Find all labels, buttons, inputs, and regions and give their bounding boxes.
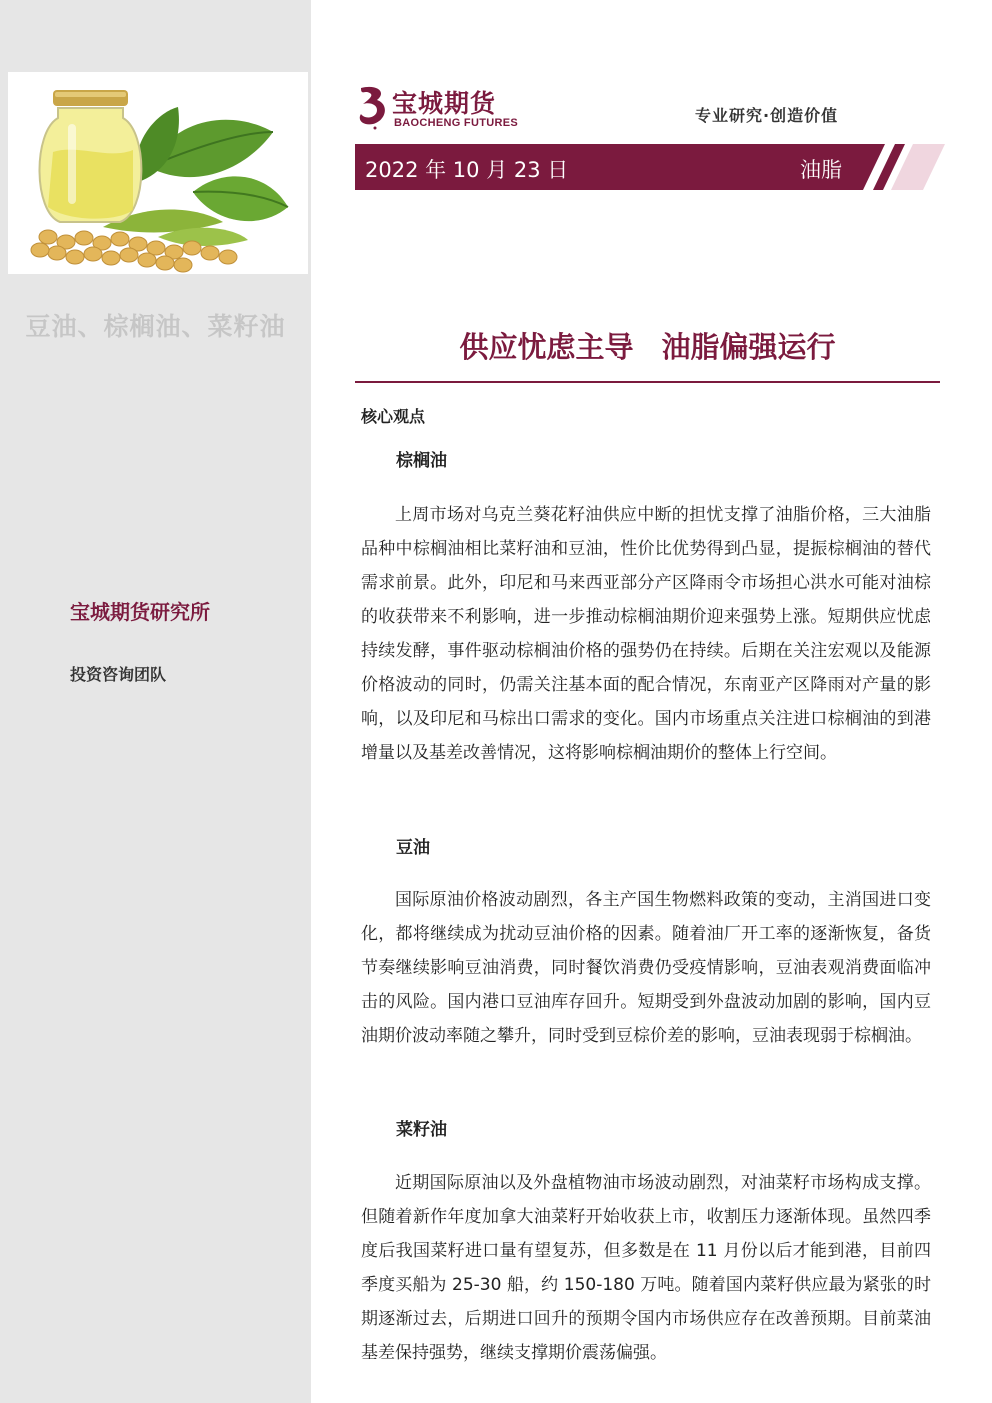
report-category: 油脂 [800, 158, 842, 182]
section-heading-soybean-oil: 豆油 [396, 838, 430, 858]
slogan: 专业研究·创造价值 [695, 106, 839, 125]
logo-text-en: BAOCHENG FUTURES [394, 117, 518, 129]
report-date: 2022 年 10 月 23 日 [365, 158, 569, 182]
baocheng-logo-icon [355, 84, 391, 130]
section-text-rapeseed-oil: 近期国际原油以及外盘植物油市场波动剧烈，对油菜籽市场构成支撑。但随着新作年度加拿大油菜籽开始收获上市，收割压力逐渐体现。虽然四季度后我国菜籽进口量有望复苏，但多数是在 11 月份以后才能到港，目前四季度买船为 25-30 船，约 150-180 万吨。随着国内菜籽供应最为紧张的时期逐渐过去，后期进口回升的预期令国内市场供应存在改善预期。目前菜油基差保持强势，继续支撑期价震荡偏强。 [361, 1173, 931, 1363]
team-name: 投资咨询团队 [70, 665, 167, 684]
oil-jar-soybean-image [8, 72, 308, 274]
product-list-label: 豆油、棕榈油、菜籽油 [25, 312, 286, 341]
section-heading-palm-oil: 棕榈油 [396, 451, 447, 471]
title-divider [355, 381, 940, 383]
institute-name: 宝城期货研究所 [70, 600, 210, 624]
hero-image [8, 72, 308, 274]
core-viewpoint-heading: 核心观点 [361, 407, 426, 426]
section-text-palm-oil: 上周市场对乌克兰葵花籽油供应中断的担忧支撑了油脂价格，三大油脂品种中棕榈油相比菜籽油和豆油，性价比优势得到凸显，提振棕榈油的替代需求前景。此外，印尼和马来西亚部分产区降雨令市场担心洪水可能对油棕的收获带来不利影响，进一步推动棕榈油期价迎来强势上涨。短期供应忧虑持续发酵，事件驱动棕榈油价格的强势仍在持续。后期在关注宏观以及能源价格波动的同时，仍需关注基本面的配合情况，东南亚产区降雨对产量的影响，以及印尼和马棕出口需求的变化。国内市场重点关注进口棕榈油的到港增量以及基差改善情况，这将影响棕榈油期价的整体上行空间。 [361, 505, 931, 763]
sidebar [0, 0, 311, 1403]
report-title: 供应忧虑主导 油脂偏强运行 [459, 330, 836, 364]
logo-text-cn: 宝城期货 [392, 89, 497, 118]
section-text-soybean-oil: 国际原油价格波动剧烈，各主产国生物燃料政策的变动，主消国进口变化，都将继续成为扰动豆油价格的因素。随着油厂开工率的逐渐恢复，备货节奏继续影响豆油消费，同时餐饮消费仍受疫情影响，豆油表观消费面临冲击的风险。国内港口豆油库存回升。短期受到外盘波动加剧的影响，国内豆油期价波动率随之攀升，同时受到豆棕价差的影响，豆油表现弱于棕榈油。 [361, 890, 931, 1046]
section-heading-rapeseed-oil: 菜籽油 [396, 1120, 447, 1140]
